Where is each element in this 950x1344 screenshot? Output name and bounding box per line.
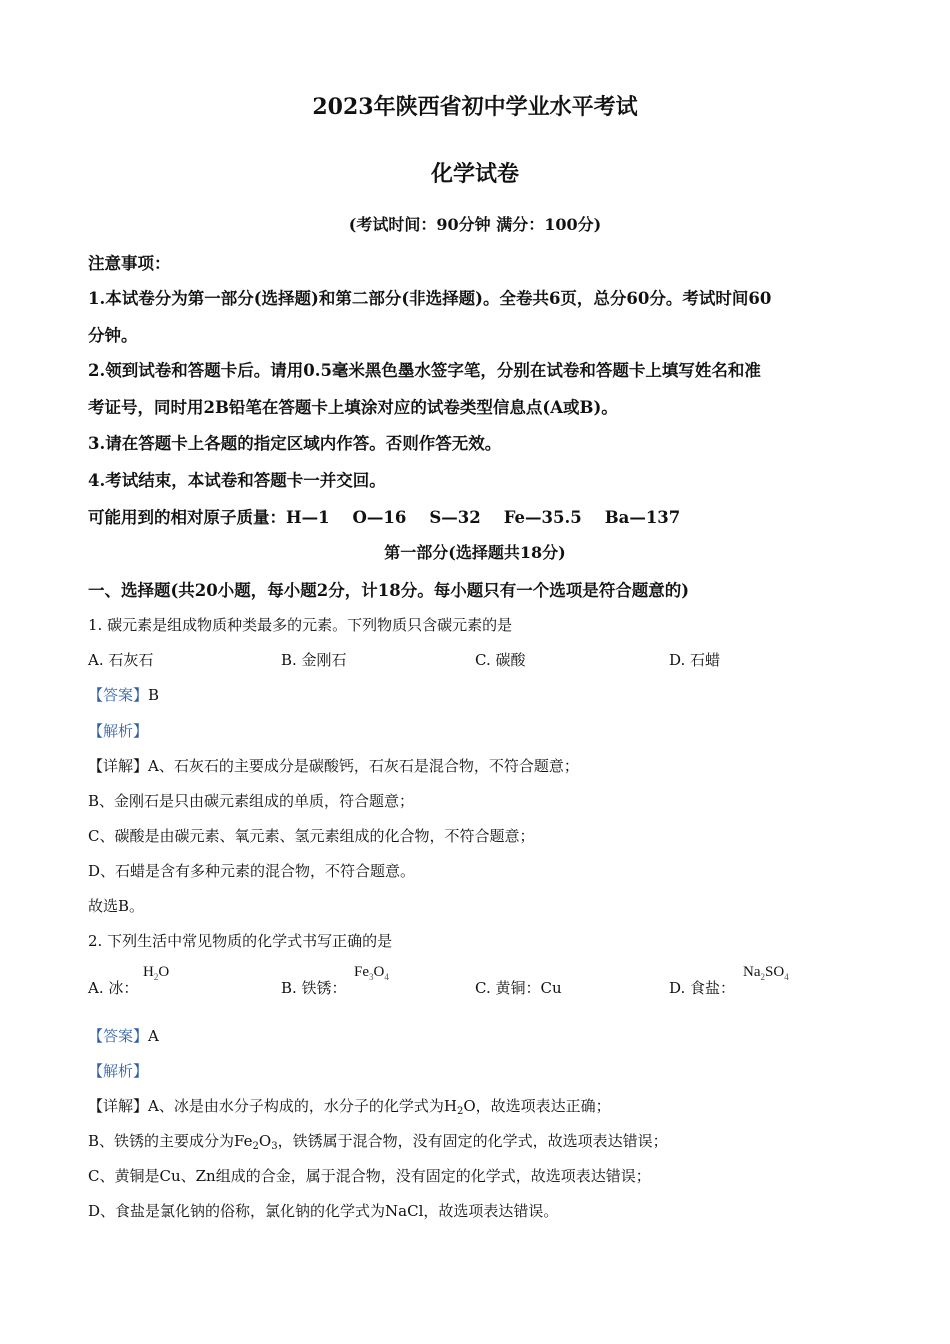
detail-text: ，铁锈属于混合物，没有固定的化学式，故选项表达错误； <box>277 1132 668 1150</box>
q1-detail-a <box>88 755 579 776</box>
detail-text: A、石灰石的主要成分是碳酸钙，石灰石是混合物，不符合题意； <box>148 757 579 775</box>
q1-conclusion: 故选B。 <box>88 897 145 915</box>
q1-option-b: B. 金刚石 <box>281 651 347 669</box>
q1-detail-d: D、石蜡是含有多种元素的混合物，不符合题意。 <box>88 862 416 880</box>
q2-option-a-label: A. 冰： <box>88 979 139 997</box>
detail-text: O <box>258 1132 272 1150</box>
q2-option-b-label: B. 铁锈： <box>281 979 347 997</box>
q1-option-a: A. 石灰石 <box>88 651 154 669</box>
subscript: 2 <box>252 1141 259 1152</box>
subscript: 2 <box>456 1106 464 1117</box>
q2-detail-d: D、食盐是氯化钠的俗称，氯化钠的化学式为NaCl，故选项表达错误。 <box>88 1202 559 1220</box>
q2-answer <box>88 1025 159 1046</box>
q1-stem: 1. 碳元素是组成物质种类最多的元素。下列物质只含碳元素的是 <box>88 616 513 634</box>
note-2-line-2: 考证号，同时用2B铅笔在答题卡上填涂对应的试卷类型信息点(A或B)。 <box>88 398 618 417</box>
exam-info: (考试时间：90分钟 满分：100分) <box>348 215 602 234</box>
note-3: 3.请在答题卡上各题的指定区域内作答。否则作答无效。 <box>88 434 502 453</box>
atomic-mass-line: 可能用到的相对原子质量：H—1 O—16 S—32 Fe—35.5 Ba—137 <box>88 508 681 527</box>
q2-option-d-formula: $Na_2SO_4$ <box>743 964 789 982</box>
answer-value: A <box>148 1027 159 1045</box>
note-1-line-1: 1.本试卷分为第一部分(选择题)和第二部分(非选择题)。全卷共6页，总分60分。考试时间60 <box>88 289 772 308</box>
note-4: 4.考试结束，本试卷和答题卡一并交回。 <box>88 471 386 490</box>
section-heading: 一、选择题(共20小题，每小题2分，计18分。每小题只有一个选项是符合题意的) <box>88 581 690 600</box>
q2-option-c: C. 黄铜：Cu <box>475 979 562 997</box>
detail-tag: 【详解】 <box>88 757 149 775</box>
page-title: 2023年陕西省初中学业水平考试 <box>312 94 638 120</box>
q2-detail-c: C、黄铜是Cu、Zn组成的合金，属于混合物，没有固定的化学式，故选项表达错误； <box>88 1167 651 1185</box>
part-1-heading: 第一部分(选择题共18分) <box>384 543 566 562</box>
detail-text: A、冰是由水分子构成的，水分子的化学式为H <box>148 1097 457 1115</box>
detail-tag: 【详解】 <box>88 1097 149 1115</box>
q2-detail-b <box>88 1130 668 1152</box>
answer-value: B <box>148 686 160 704</box>
answer-tag: 【答案】 <box>88 686 149 704</box>
subscript: 3 <box>271 1141 278 1152</box>
note-2-line-1: 2.领到试卷和答题卡后。请用0.5毫米黑色墨水签字笔，分别在试卷和答题卡上填写姓名和准 <box>88 361 761 380</box>
q1-answer <box>88 684 159 705</box>
q2-stem: 2. 下列生活中常见物质的化学式书写正确的是 <box>88 932 393 950</box>
q1-detail-b: B、金刚石是只由碳元素组成的单质，符合题意； <box>88 792 415 810</box>
q2-analysis-tag: 【解析】 <box>88 1062 149 1080</box>
q1-option-d: D. 石蜡 <box>669 651 721 669</box>
page-subtitle: 化学试卷 <box>430 161 519 187</box>
q2-detail-a <box>88 1095 611 1117</box>
answer-tag: 【答案】 <box>88 1027 149 1045</box>
q2-option-d-label: D. 食盐： <box>669 979 736 997</box>
note-1-line-2: 分钟。 <box>88 326 138 345</box>
q1-detail-c: C、碳酸是由碳元素、氧元素、氢元素组成的化合物，不符合题意； <box>88 827 535 845</box>
q1-option-c: C. 碳酸 <box>475 651 526 669</box>
detail-text: O，故选项表达正确； <box>463 1097 611 1115</box>
detail-text: B、铁锈的主要成分为Fe <box>88 1132 253 1150</box>
q2-option-a-formula: $H_2O$ <box>143 964 170 982</box>
q1-analysis-tag: 【解析】 <box>88 722 149 740</box>
notes-heading: 注意事项： <box>88 254 171 273</box>
q2-option-b-formula: $Fe_3O_4$ <box>354 964 389 982</box>
